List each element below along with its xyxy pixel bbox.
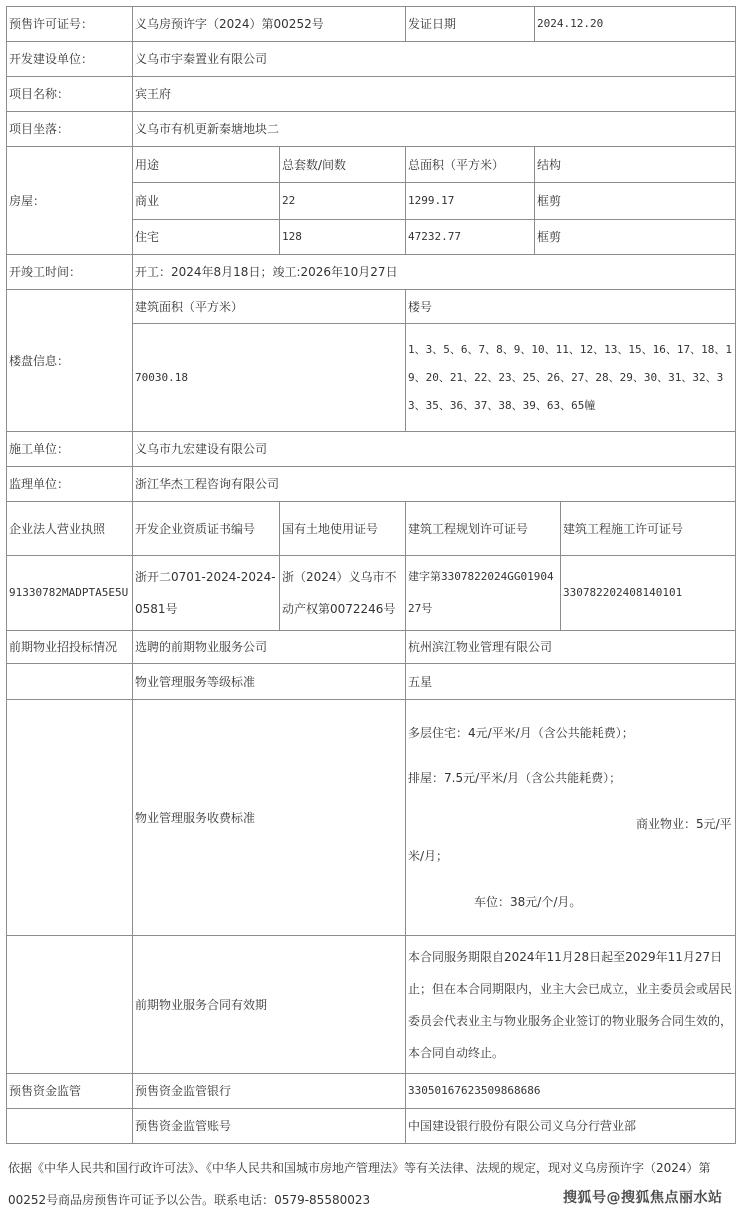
qualification-number: 浙开二0701-2024-2024-0581号	[133, 556, 280, 631]
contract-row	[7, 936, 736, 1074]
contractor: 义乌市九宏建设有限公司	[133, 432, 736, 467]
schedule-label: 开竣工时间：	[7, 255, 133, 290]
building-info-label: 楼盘信息：	[7, 290, 133, 432]
spacer	[408, 743, 733, 768]
permit-table	[6, 6, 736, 1144]
building-area: 70030.18	[133, 324, 406, 432]
service-company-row	[7, 631, 736, 664]
escrow-account-row	[7, 1109, 736, 1144]
contractor-row	[7, 432, 736, 467]
developer-label: 开发建设单位：	[7, 42, 133, 77]
service-grade-row	[7, 664, 736, 700]
location: 义乌市有机更新秦塘地块二	[133, 112, 736, 147]
empty-cell	[7, 700, 133, 936]
project-name-row	[7, 77, 736, 112]
service-grade: 五星	[406, 664, 736, 700]
issue-date-label: 发证日期	[406, 7, 535, 42]
service-grade-label: 物业管理服务等级标准	[133, 664, 406, 700]
escrow-bank-row	[7, 1074, 736, 1109]
housing-area: 1299.17	[406, 183, 535, 220]
license-header: 国有土地使用证号	[280, 502, 406, 556]
announcement-text: 依据《中华人民共和国行政许可法》、《中华人民共和国城市房地产管理法》等有关法律、法规的规定，现对义乌房预许字（2024）第00252号商品房预售许可证予以公告。联系电话：0579-85580023	[8, 1161, 711, 1207]
property-tender-label: 前期物业招投标情况	[7, 631, 133, 664]
license-header: 建筑工程规划许可证号	[406, 502, 561, 556]
housing-use: 住宅	[133, 220, 280, 255]
license-header-row	[7, 502, 736, 556]
building-numbers: 1、3、5、6、7、8、9、10、11、12、13、15、16、17、18、19、20、21、22、23、25、26、27、28、29、30、31、32、33、35、36、37、38、39、63、65幢	[406, 324, 736, 432]
empty-cell	[7, 936, 133, 1074]
planning-permit-number: 建字第3307822024GG0190427号	[406, 556, 561, 631]
construction-permit-number: 330782202408140101	[561, 556, 736, 631]
escrow-label: 预售资金监管	[7, 1074, 133, 1109]
building-number-header: 楼号	[406, 290, 736, 324]
spacer	[408, 872, 733, 892]
housing-label: 房屋：	[7, 147, 133, 255]
housing-header-structure: 结构	[535, 147, 736, 183]
housing-units: 22	[280, 183, 406, 220]
housing-units: 128	[280, 220, 406, 255]
housing-header-units: 总套数/间数	[280, 147, 406, 183]
land-use-number: 浙（2024）义乌市不动产权第0072246号	[280, 556, 406, 631]
location-label: 项目坐落：	[7, 112, 133, 147]
empty-cell	[7, 1109, 133, 1144]
service-fee-label: 物业管理服务收费标准	[133, 700, 406, 936]
service-company-label: 选聘的前期物业服务公司	[133, 631, 406, 664]
permit-number-label: 预售许可证号：	[7, 7, 133, 42]
schedule-row	[7, 255, 736, 290]
service-fee-row	[7, 700, 736, 936]
watermark: 搜狐号@搜狐焦点丽水站	[563, 1190, 723, 1206]
escrow-account: 中国建设银行股份有限公司义乌分行营业部	[406, 1109, 736, 1144]
permit-number-row	[7, 7, 736, 42]
developer-row	[7, 42, 736, 77]
supervisor: 浙江华杰工程咨询有限公司	[133, 467, 736, 502]
license-header: 企业法人营业执照	[7, 502, 133, 556]
license-header: 建筑工程施工许可证号	[561, 502, 736, 556]
housing-header-use: 用途	[133, 147, 280, 183]
fee-parking: 车位：38元/个/月。	[474, 895, 582, 909]
fee-commercial: 商业物业：5元/平米/月；	[408, 817, 732, 863]
building-header-row	[7, 290, 736, 324]
contract-period: 本合同服务期限自2024年11月28日起至2029年11月27日止；但在本合同期限内，业主大会已成立，业主委员会或居民委员会代表业主与物业服务企业签订的物业服务合同生效的，本合同自动终止。	[406, 936, 736, 1074]
service-fee-cell	[406, 700, 736, 936]
schedule: 开工：2024年8月18日；竣工:2026年10月27日	[133, 255, 736, 290]
housing-header-area: 总面积（平方米）	[406, 147, 535, 183]
housing-area: 47232.77	[406, 220, 535, 255]
project-name-label: 项目名称：	[7, 77, 133, 112]
spacer	[408, 788, 733, 808]
housing-header-row	[7, 147, 736, 183]
supervisor-row	[7, 467, 736, 502]
service-company: 杭州滨江物业管理有限公司	[406, 631, 736, 664]
escrow-bank: 33050167623509868686	[406, 1074, 736, 1109]
license-values-row	[7, 556, 736, 631]
location-row	[7, 112, 736, 147]
escrow-account-label: 预售资金监管账号	[133, 1109, 406, 1144]
business-license-number: 91330782MADPTA5E5U	[7, 556, 133, 631]
contract-period-label: 前期物业服务合同有效期	[133, 936, 406, 1074]
developer: 义乌市宇秦置业有限公司	[133, 42, 736, 77]
issue-date: 2024.12.20	[535, 7, 736, 42]
empty-cell	[7, 664, 133, 700]
supervisor-label: 监理单位：	[7, 467, 133, 502]
escrow-bank-label: 预售资金监管银行	[133, 1074, 406, 1109]
project-name: 宾王府	[133, 77, 736, 112]
housing-structure: 框剪	[535, 220, 736, 255]
fee-row-house: 排屋：7.5元/平米/月（含公共能耗费）；	[408, 771, 622, 785]
contractor-label: 施工单位：	[7, 432, 133, 467]
permit-number: 义乌房预许字（2024）第00252号	[133, 7, 406, 42]
building-area-header: 建筑面积（平方米）	[133, 290, 406, 324]
license-header: 开发企业资质证书编号	[133, 502, 280, 556]
housing-use: 商业	[133, 183, 280, 220]
fee-multi-storey: 多层住宅：4元/平米/月（含公共能耗费）；	[408, 726, 634, 740]
housing-structure: 框剪	[535, 183, 736, 220]
